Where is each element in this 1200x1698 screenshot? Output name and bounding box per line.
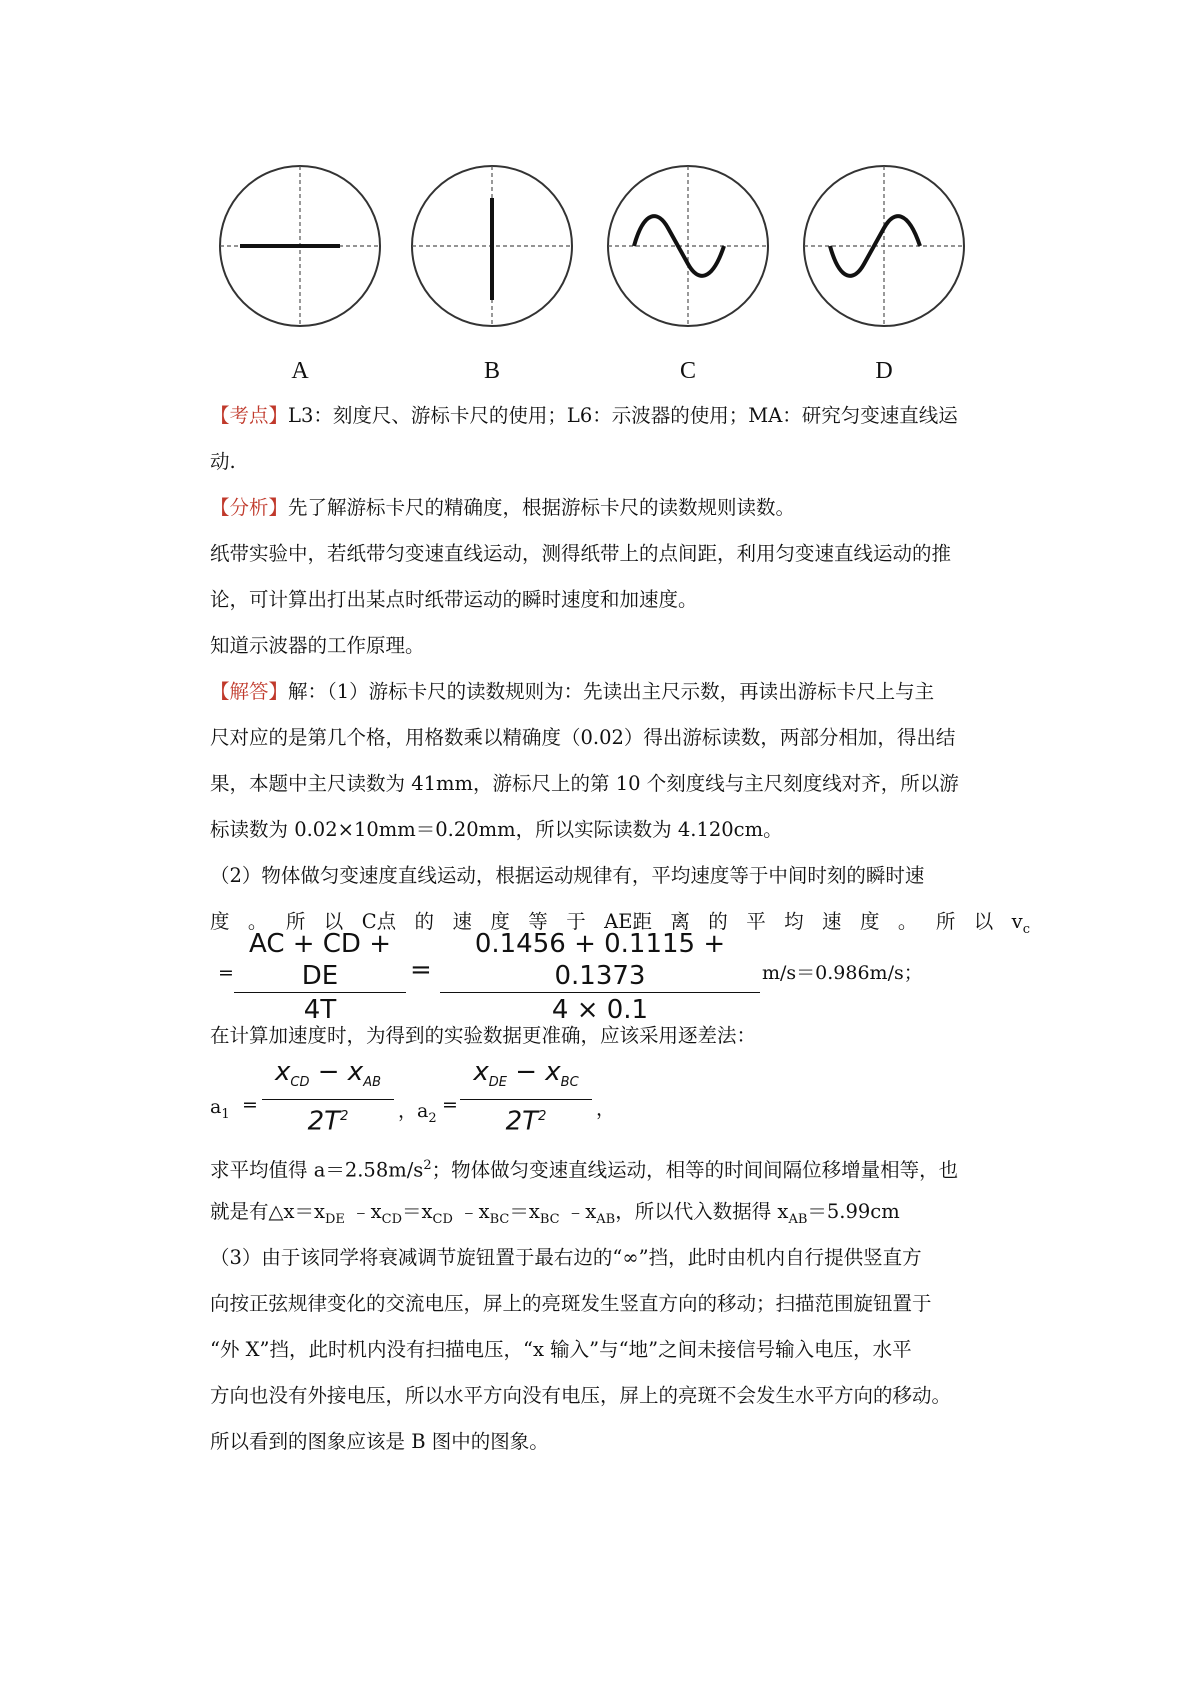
fenxi-text: 先了解游标卡尺的精确度，根据游标卡尺的读数规则读数。 bbox=[288, 496, 796, 519]
spaced-word: 均 bbox=[784, 910, 804, 933]
screen-d bbox=[794, 160, 974, 340]
spaced-word: 度 bbox=[210, 910, 230, 933]
spaced-word: AE距 bbox=[604, 910, 652, 933]
kaodian-line-2: 动. bbox=[210, 450, 236, 473]
spaced-word: 所 bbox=[285, 910, 306, 933]
figure-c bbox=[598, 160, 778, 390]
fenxi-line-4: 知道示波器的工作原理。 bbox=[210, 634, 425, 657]
jieda-line-1 bbox=[210, 678, 1030, 706]
fenxi-line-1 bbox=[210, 494, 1030, 522]
figure-label: C bbox=[679, 358, 696, 384]
spaced-word: 以 bbox=[973, 910, 994, 933]
spaced-word: 于 bbox=[566, 910, 586, 933]
figure-label: D bbox=[875, 358, 893, 384]
spaced-word: 等 bbox=[528, 910, 548, 933]
fraction-numerator: $x_{DE} - x_{BC}$ bbox=[473, 1057, 579, 1091]
vc-symbol bbox=[1012, 908, 1030, 944]
vc-fraction-2 bbox=[440, 928, 760, 1027]
spaced-word: 所 bbox=[935, 910, 956, 933]
jieda-line-4: 标读数为 0.02×10mm＝0.20mm，所以实际读数为 4.120cm。 bbox=[210, 818, 783, 841]
spaced-word: 以 bbox=[323, 910, 344, 933]
figure-b bbox=[402, 160, 582, 390]
fraction-numerator: $x_{CD} - x_{AB}$ bbox=[275, 1057, 381, 1091]
screen-c bbox=[598, 160, 778, 340]
vc-result: m/s＝0.986m/s； bbox=[762, 962, 923, 984]
jieda-line-16: 所以看到的图象应该是 B 图中的图象。 bbox=[210, 1430, 549, 1453]
screen-a bbox=[210, 160, 390, 340]
spaced-word-sub: c bbox=[1022, 921, 1030, 937]
fenxi-tag: 【分析】 bbox=[210, 496, 289, 519]
figure-label: A bbox=[291, 358, 309, 384]
jieda-line-5: （2）物体做匀变速度直线运动，根据运动规律有，平均速度等于中间时刻的瞬时速 bbox=[210, 864, 925, 887]
kaodian-text: L3：刻度尺、游标卡尺的使用；L6：示波器的使用；MA：研究匀变速直线运 bbox=[288, 404, 958, 427]
jieda-line-10: 求平均值得 $a=2.58m/s^2$；物体做匀变速直线运动，相等的时间间隔位移增量相等，也 bbox=[210, 1158, 959, 1182]
spaced-word: 度 bbox=[490, 910, 510, 933]
screen-b bbox=[402, 160, 582, 340]
kaodian-tag: 【考点】 bbox=[210, 404, 289, 427]
spaced-word: 速 bbox=[822, 910, 842, 933]
fraction-denominator: $2T^2$ bbox=[505, 1106, 547, 1137]
jieda-line-14: “外 X”挡，此时机内没有扫描电压，“x 输入”与“地”之间未接信号输入电压，水平 bbox=[210, 1338, 912, 1361]
a2-tail: ， bbox=[596, 1098, 616, 1120]
a2-label: ，$a_2$ bbox=[398, 1100, 437, 1126]
jieda-line-3: 果，本题中主尺读数为 41mm，游标尺上的第 10 个刻度线与主尺刻度线对齐，所以游 bbox=[210, 772, 959, 795]
fraction-denominator: $2T^2$ bbox=[307, 1106, 349, 1137]
a2-equals: = bbox=[442, 1094, 458, 1116]
a1-label: $a_1$ bbox=[210, 1096, 230, 1122]
jieda-line-8: 在计算加速度时，为得到的实验数据更准确，应该采用逐差法： bbox=[210, 1024, 757, 1047]
figure-a bbox=[210, 160, 390, 390]
vc-prefix: = bbox=[218, 962, 234, 984]
jieda-line-13: 向按正弦规律变化的交流电压，屏上的亮斑发生竖直方向的移动；扫描范围旋钮置于 bbox=[210, 1292, 932, 1315]
jieda-tag: 【解答】 bbox=[210, 680, 289, 703]
spaced-word: 的 bbox=[708, 910, 728, 933]
spaced-word: 平 bbox=[746, 910, 766, 933]
vc-fraction-1 bbox=[234, 928, 406, 1027]
jieda-line-11: 就是有$\triangle x=x_{DE}$ $﹣x_{CD}=x_{CD}$ $﹣x_{BC}=x_{BC}$ $﹣x_{AB}$，所以代入数据得 $x_{AB}=5.99cm$ bbox=[210, 1200, 900, 1227]
vc-equals: = bbox=[410, 955, 432, 985]
fenxi-line-2: 纸带实验中，若纸带匀变速直线运动，测得纸带上的点间距，利用匀变速直线运动的推 bbox=[210, 542, 952, 565]
spaced-word: 速 bbox=[452, 910, 472, 933]
spaced-word: 度 bbox=[859, 910, 880, 933]
a1-equals: = bbox=[242, 1094, 258, 1116]
jieda-text: 解：（1）游标卡尺的读数规则为：先读出主尺示数，再读出游标卡尺上与主 bbox=[288, 680, 935, 703]
a2-fraction bbox=[460, 1056, 592, 1139]
fraction-denominator: 4T bbox=[303, 995, 337, 1025]
figure-d bbox=[794, 160, 974, 390]
figure-label: B bbox=[483, 358, 500, 384]
spaced-word: 。 bbox=[897, 910, 918, 933]
jieda-line-15: 方向也没有外接电压，所以水平方向没有电压，屏上的亮斑不会发生水平方向的移动。 bbox=[210, 1384, 952, 1407]
fenxi-line-3: 论，可计算出打出某点时纸带运动的瞬时速度和加速度。 bbox=[210, 588, 698, 611]
fraction-denominator: 4 × 0.1 bbox=[551, 995, 649, 1025]
spaced-word: 。 bbox=[247, 910, 268, 933]
fraction-numerator: 0.1456 + 0.1115 + 0.1373 bbox=[474, 929, 726, 991]
spaced-word: v bbox=[1011, 910, 1023, 933]
jieda-line-12: （3）由于该同学将衰减调节旋钮置于最右边的“∞”挡，此时由机内自行提供竖直方 bbox=[210, 1246, 922, 1269]
spaced-word: 离 bbox=[670, 910, 690, 933]
jieda-line-2: 尺对应的是第几个格，用格数乘以精确度（0.02）得出游标读数，两部分相加，得出结 bbox=[210, 726, 956, 749]
oscilloscope-figures bbox=[210, 160, 1040, 390]
fraction-numerator: AC + CD + DE bbox=[248, 929, 392, 991]
spaced-word: 的 bbox=[414, 910, 435, 933]
kaodian-line-1 bbox=[210, 402, 1030, 430]
spaced-word: C点 bbox=[361, 910, 397, 933]
a1-fraction bbox=[262, 1056, 394, 1139]
